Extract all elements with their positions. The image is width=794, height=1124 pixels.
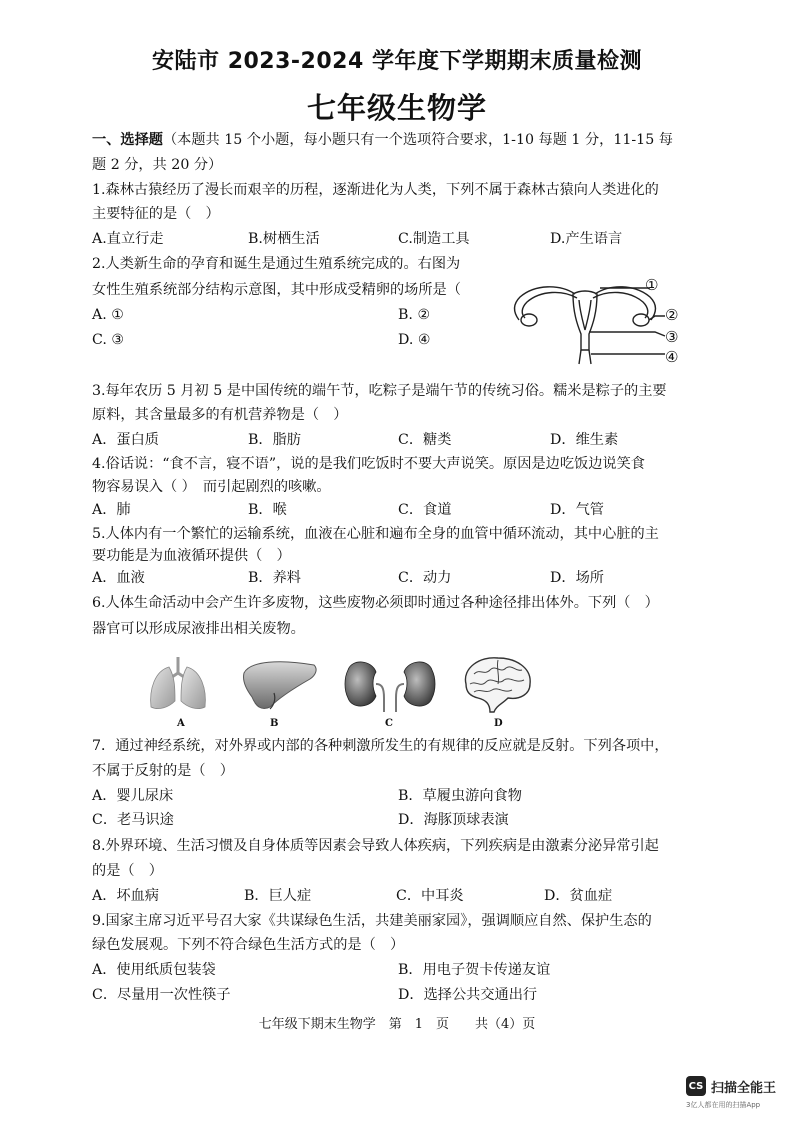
section-desc-1: （本题共 15 个小题，每小题只有一个选项符合要求，1-10 每题 1 分，11-15 每 — [162, 132, 673, 148]
section-heading-line — [92, 131, 673, 149]
q4-option-c: C．食道 — [398, 502, 452, 518]
kidneys-image — [342, 658, 438, 712]
q8-option-c: C．中耳炎 — [396, 888, 464, 904]
q2-option-b: B. ② — [398, 307, 431, 323]
q9-stem-line1: 9.国家主席习近平号召大家《共谋绿色生活，共建美丽家园》，强调顺应自然、保护生态的 — [92, 913, 652, 929]
q7-option-b: B．草履虫游向食物 — [398, 788, 522, 804]
q7-option-a: A．婴儿尿床 — [92, 788, 174, 804]
camscanner-logo-icon: CS — [686, 1076, 706, 1096]
q6-label-a: A — [177, 718, 185, 729]
subject-title: 七年级生物学 — [306, 91, 487, 125]
q9-option-d: D．选择公共交通出行 — [398, 987, 538, 1003]
q8-stem-line1: 8.外界环境、生活习惯及自身体质等因素会导致人体疾病，下列疾病是由激素分泌异常引起 — [92, 838, 659, 854]
q2-fig-label-3: ③ — [665, 328, 679, 346]
q7-stem-line1: 7．通过神经系统，对外界或内部的各种刺激所发生的有规律的反应就是反射。下列各项中， — [92, 738, 669, 754]
q3-option-a: A．蛋白质 — [92, 432, 159, 448]
q6-label-b: B — [270, 718, 279, 729]
q2-fig-label-4: ④ — [665, 348, 679, 366]
q3-stem-line1: 3.每年农历 5 月初 5 是中国传统的端午节，吃粽子是端午节的传统习俗。糯米是粽子的主要 — [92, 383, 667, 399]
section-heading: 一、选择题 — [92, 132, 163, 148]
q9-option-a: A．使用纸质包装袋 — [92, 962, 216, 978]
scanner-brand: 扫描全能王 — [711, 1080, 777, 1096]
q1-option-c: C.制造工具 — [398, 231, 470, 247]
scanner-watermark — [686, 1076, 776, 1096]
q4-option-a: A．肺 — [92, 502, 131, 518]
q6-stem-line2: 器官可以形成尿液排出相关废物。 — [92, 621, 305, 637]
q2-stem-line2: 女性生殖系统部分结构示意图，其中形成受精卵的场所是（ — [92, 282, 461, 298]
scanner-tagline: 3亿人都在用的扫描App — [686, 1101, 761, 1109]
q9-option-b: B．用电子贺卡传递友谊 — [398, 962, 551, 978]
brain-image — [458, 654, 536, 714]
q4-stem-line2: 物容易误入（ ） 而引起剧烈的咳嗽。 — [92, 479, 331, 495]
q2-fig-label-1: ① — [645, 276, 659, 294]
q4-option-d: D．气管 — [550, 502, 604, 518]
q5-option-a: A．血液 — [92, 570, 145, 586]
q5-stem-line2: 要功能是为血液循环提供（ ） — [92, 548, 291, 564]
q1-stem-line2: 主要特征的是（ ） — [92, 206, 220, 222]
q6-stem-line1: 6.人体生命活动中会产生许多废物，这些废物必须即时通过各种途径排出体外。下列（ ） — [92, 595, 659, 611]
q4-stem-line1: 4.俗话说：“食不言，寝不语”，说的是我们吃饭时不要大声说笑。原因是边吃饭边说笑食 — [92, 456, 645, 472]
q5-option-d: D．场所 — [550, 570, 604, 586]
q3-option-d: D．维生素 — [550, 432, 619, 448]
q7-option-c: C．老马识途 — [92, 812, 174, 828]
q5-option-b: B．养料 — [248, 570, 301, 586]
q8-option-a: A．坏血病 — [92, 888, 159, 904]
q5-option-c: C．动力 — [398, 570, 452, 586]
q7-stem-line2: 不属于反射的是（ ） — [92, 763, 234, 779]
q2-fig-label-2: ② — [665, 306, 679, 324]
q2-stem-line1: 2.人类新生命的孕育和诞生是通过生殖系统完成的。右图为 — [92, 256, 461, 272]
q5-stem-line1: 5.人体内有一个繁忙的运输系统，血液在心脏和遍布全身的血管中循环流动，其中心脏的主 — [92, 526, 659, 542]
q1-option-d: D.产生语言 — [550, 231, 623, 247]
q2-option-a: A. ① — [92, 307, 124, 323]
lungs-image — [145, 655, 215, 715]
q8-option-b: B．巨人症 — [244, 888, 312, 904]
q8-stem-line2: 的是（ ） — [92, 863, 163, 879]
page-footer: 七年级下期末生物学 第 1 页 共（4）页 — [258, 1017, 536, 1032]
q7-option-d: D．海豚顶球表演 — [398, 812, 509, 828]
exam-title: 安陆市 2023-2024 学年度下学期期末质量检测 — [152, 49, 642, 74]
q6-label-c: C — [385, 718, 393, 729]
q4-option-b: B．喉 — [248, 502, 287, 518]
q1-stem-line1: 1.森林古猿经历了漫长而艰辛的历程，逐渐进化为人类，下列不属于森林古猿向人类进化的 — [92, 182, 659, 198]
q8-option-d: D．贫血症 — [544, 888, 613, 904]
liver-image — [240, 657, 320, 713]
q3-option-b: B．脂肪 — [248, 432, 301, 448]
q6-label-d: D — [494, 718, 503, 729]
q9-stem-line2: 绿色发展观。下列不符合绿色生活方式的是（ ） — [92, 937, 405, 953]
q1-option-b: B.树栖生活 — [248, 231, 320, 247]
section-desc-2: 题 2 分，共 20 分） — [92, 157, 223, 173]
q3-stem-line2: 原料，其含量最多的有机营养物是（ ） — [92, 407, 348, 423]
q3-option-c: C．糖类 — [398, 432, 452, 448]
q2-option-c: C. ③ — [92, 332, 125, 348]
q2-option-d: D. ④ — [398, 332, 431, 348]
q9-option-c: C．尽量用一次性筷子 — [92, 987, 231, 1003]
q1-option-a: A.直立行走 — [92, 231, 164, 247]
